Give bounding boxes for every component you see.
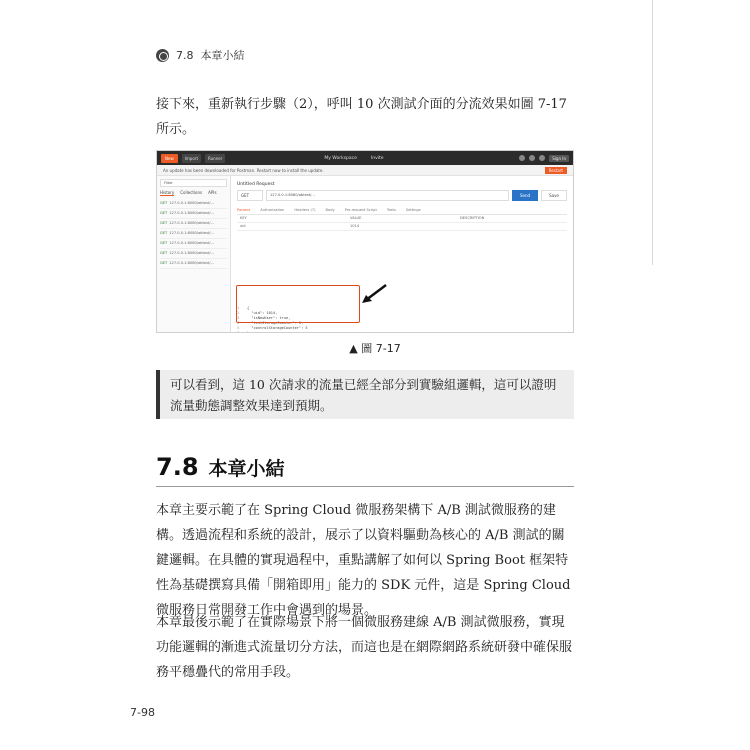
sidebar-tab-history: History xyxy=(160,190,175,195)
tab-prerequest: Pre-request Script xyxy=(344,207,377,212)
history-item: GET 127.0.0.1:8080/abtest/... xyxy=(160,219,227,229)
section-rule xyxy=(156,486,574,487)
tab-body: Body xyxy=(325,207,335,212)
postman-sidebar xyxy=(157,176,231,332)
restart-button: Restart xyxy=(545,167,567,174)
sidebar-filter: Filter xyxy=(160,179,227,187)
code-line: 1 { xyxy=(237,306,250,310)
bell-icon xyxy=(539,155,545,161)
running-header xyxy=(156,47,245,63)
page-edge-rule xyxy=(652,0,653,265)
tab-headers: Headers (7) xyxy=(294,207,316,212)
figure-caption: ▲ 圖 7-17 xyxy=(349,342,401,355)
params-table xyxy=(237,215,567,231)
sync-icon xyxy=(519,155,525,161)
code-line: 6 } xyxy=(237,331,250,333)
code-line: 3 "isNewUser": true, xyxy=(237,316,291,320)
postman-screenshot-figure xyxy=(156,150,574,333)
new-button: New xyxy=(161,154,178,163)
url-bar xyxy=(237,190,567,201)
summary-paragraph-2: 本章最後示範了在實際場景下將一個微服務建線 A/B 測試微服務，實現功能邏輯的漸進式流量切分方法，而這也是在網際網路系統研發中確保服務平穩疊代的常用手段。 xyxy=(156,615,573,680)
sidebar-tab-collections: Collections xyxy=(180,190,203,195)
pointer-arrow-icon xyxy=(360,283,388,305)
invite-label: Invite xyxy=(370,155,384,161)
tab-params: Params xyxy=(237,207,251,212)
history-item: GET 127.0.0.1:8080/abtest/... xyxy=(160,209,227,219)
method-select: GET xyxy=(237,190,263,201)
request-title: Untitled Request xyxy=(237,182,275,187)
intro-paragraph: 接下來，重新執行步驟（2），呼叫 10 次測試介面的分流效果如圖 7-17 所示。 xyxy=(156,97,567,137)
update-banner xyxy=(157,165,573,176)
sidebar-tabs xyxy=(160,190,227,196)
tab-tests: Tests xyxy=(386,207,396,212)
postman-topbar xyxy=(157,151,573,165)
tab-settings: Settings xyxy=(405,207,421,212)
postman-body xyxy=(157,176,573,332)
code-line: 5 "controlStorageCounter": 5 xyxy=(237,326,308,330)
header-title: 本章小結 xyxy=(200,49,245,62)
send-button: Send xyxy=(512,190,538,201)
params-header-row: KEY VALUE DESCRIPTION xyxy=(237,215,567,223)
save-button: Save xyxy=(541,190,567,201)
code-line: 2 "uid": 1014, xyxy=(237,311,278,315)
url-input: 127.0.0.1:8080/abtest/... xyxy=(266,190,509,201)
history-item: GET 127.0.0.1:8080/abtest/... xyxy=(160,229,227,239)
import-button: Import xyxy=(182,154,201,163)
params-row: uid 1014 xyxy=(237,223,567,231)
tab-authorization: Authorization xyxy=(260,207,285,212)
history-item: GET 127.0.0.1:8080/abtest/... xyxy=(160,239,227,249)
section-number: 7.8 xyxy=(156,453,199,481)
section-bullet-icon xyxy=(156,49,169,62)
summary-paragraph-1: 本章主要示範了在 Spring Cloud 微服務架構下 A/B 測試微服務的建構。透過流程和系統的設計，展示了以資料驅動為核心的 A/B 測試的關鍵邏輯。在具體的實現過程中，重點講解了如何以 Spring Boot 框架特性為基礎撰寫具備「開箱即用」能力的 SDK 元件，這是 Spring Cloud 微服務日常開發工作中會遇到的場景。 xyxy=(156,503,571,618)
highlight-box xyxy=(236,285,360,323)
section-heading xyxy=(156,453,285,481)
signin-button: Sign In xyxy=(549,155,569,162)
workspace-label: My Workspace xyxy=(324,155,357,161)
history-item: GET 127.0.0.1:8080/abtest/... xyxy=(160,249,227,259)
topbar-icons xyxy=(519,155,569,162)
page-number: 7-98 xyxy=(130,706,155,719)
runner-button: Runner xyxy=(205,154,225,163)
code-line: 4 "testStorageCounter": 5, xyxy=(237,321,304,325)
history-item: GET 127.0.0.1:8080/abtest/... xyxy=(160,199,227,209)
settings-icon xyxy=(529,155,535,161)
note-box: 可以看到，這 10 次請求的流量已經全部分到實驗組邏輯，這可以證明流量動態調整效果達到預期。 xyxy=(156,370,574,419)
history-item: GET 127.0.0.1:8080/abtest/... xyxy=(160,259,227,269)
request-tabs xyxy=(237,205,567,215)
sidebar-tab-apis: APIs xyxy=(208,190,217,195)
update-text: An update has been downloaded for Postman. Restart now to install the update. xyxy=(163,167,324,173)
section-title: 本章小結 xyxy=(208,458,285,480)
header-section-number: 7.8 xyxy=(176,48,194,62)
